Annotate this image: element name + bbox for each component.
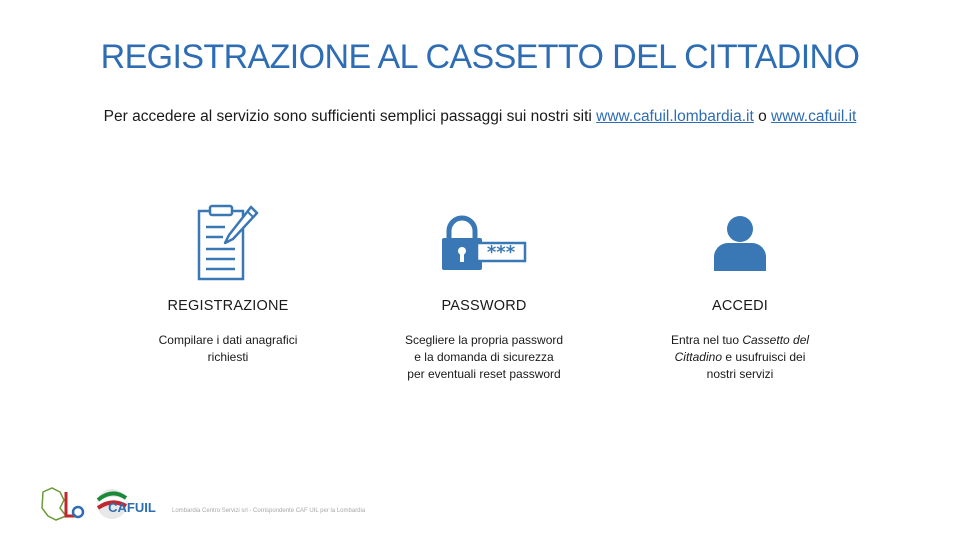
intro-text (0, 108, 960, 126)
desc-part: e usufruisci dei nostri servizi (706, 350, 806, 381)
desc-part: Entra nel tuo (670, 333, 743, 347)
step-title: ACCEDI (712, 298, 768, 314)
footer-text: Lombardia Centro Servizi srl - Corrispondente CAF UIL per la Lombardia (172, 508, 366, 514)
link-cafuil-lombardia[interactable]: www.cafuil.lombardia.it (596, 108, 754, 125)
clipboard-pen-icon (118, 200, 338, 286)
step-accedi (630, 200, 850, 383)
svg-text:***: *** (486, 242, 516, 263)
intro-sentence: Per accedere al servizio sono sufficienti semplici passaggi sui nostri siti (103, 108, 597, 125)
step-password (374, 200, 594, 383)
step-description (660, 332, 820, 383)
desc-emphasis: Cassetto del Cittadino (674, 333, 810, 364)
step-title: REGISTRAZIONE (167, 298, 289, 314)
step-description: Scegliere la propria password e la domanda di sicurezza per eventuali reset password (404, 333, 564, 381)
intro-separator: o (753, 108, 772, 125)
padlock-password-icon (374, 200, 594, 286)
link-cafuil[interactable]: www.cafuil.it (771, 108, 857, 125)
cafuil-logo (40, 486, 160, 522)
step-title: PASSWORD (441, 298, 527, 314)
step-registrazione (118, 200, 338, 366)
user-icon (630, 200, 850, 286)
page-title: REGISTRAZIONE AL CASSETTO DEL CITTADINO (100, 38, 860, 76)
step-description: Compilare i dati anagrafici richiesti (158, 333, 298, 364)
footer-logos (40, 486, 160, 522)
svg-text:CAFUIL: CAFUIL (108, 500, 156, 515)
